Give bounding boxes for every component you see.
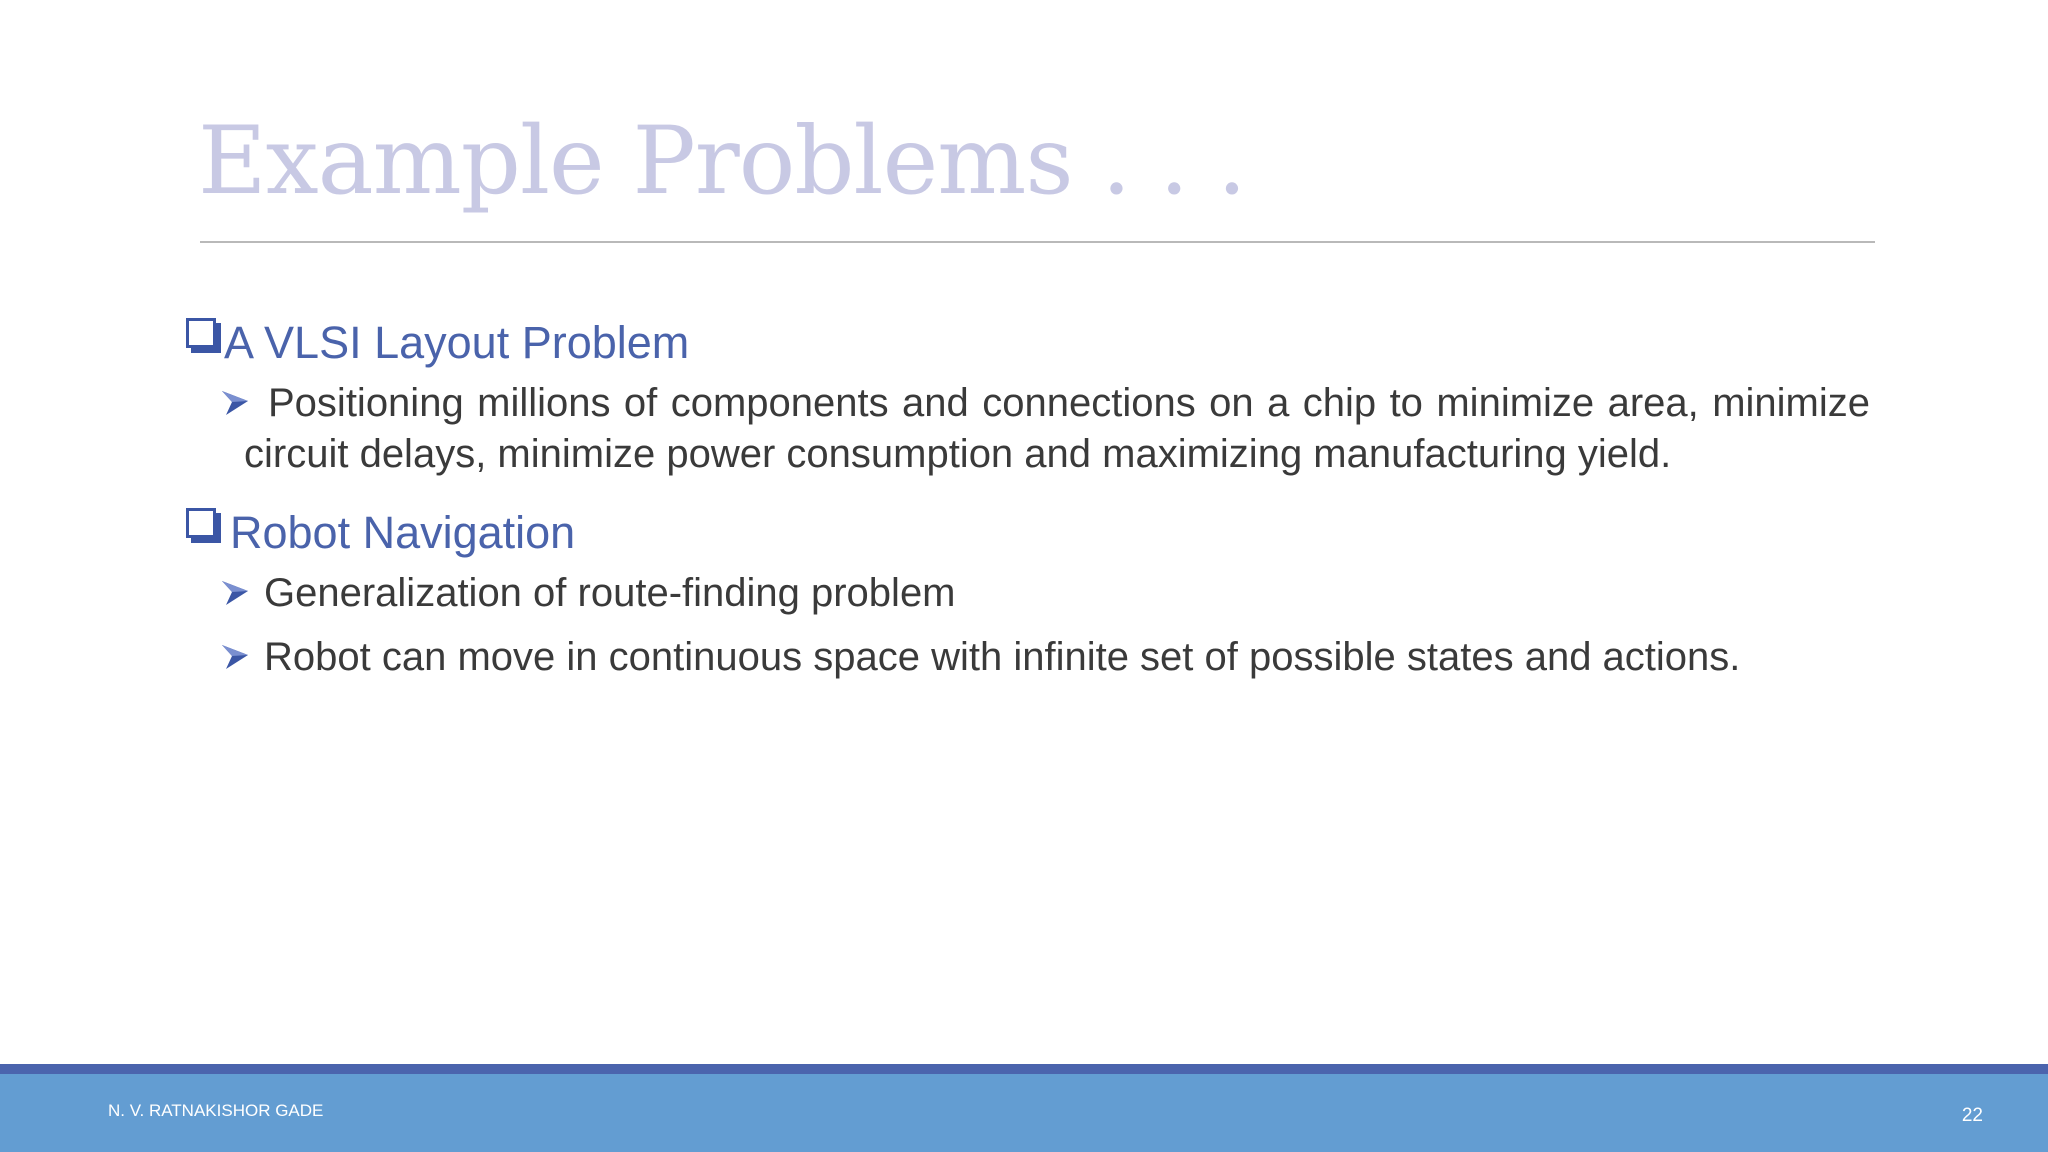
section-heading-text: A VLSI Layout Problem bbox=[224, 317, 690, 368]
arrow-bullet-icon bbox=[220, 577, 250, 607]
section-robot bbox=[186, 502, 1876, 683]
page-number: 22 bbox=[1961, 1105, 1983, 1126]
list-item-text: Robot can move in continuous space with infinite set of possible states and actions. bbox=[264, 635, 1741, 679]
bullet-list bbox=[186, 378, 1876, 480]
section-heading bbox=[186, 312, 1876, 374]
list-item bbox=[220, 378, 1870, 480]
title-divider bbox=[200, 241, 1875, 243]
slide-title: Example Problems . . . bbox=[198, 107, 1246, 216]
arrow-bullet-icon bbox=[220, 641, 250, 671]
bullet-list bbox=[186, 568, 1876, 683]
list-item-text: Generalization of route-finding problem bbox=[264, 571, 956, 615]
list-item bbox=[220, 632, 1876, 683]
footer-author: N. V. RATNAKISHOR GADE bbox=[108, 1101, 324, 1120]
square-bullet-icon bbox=[186, 508, 218, 540]
section-vlsi bbox=[186, 312, 1876, 480]
section-heading bbox=[186, 502, 1876, 564]
footer-stripe bbox=[0, 1064, 2048, 1074]
list-item bbox=[220, 568, 1876, 619]
section-heading-text: Robot Navigation bbox=[230, 507, 576, 558]
square-bullet-icon bbox=[186, 318, 218, 350]
slide-content bbox=[186, 312, 1876, 705]
arrow-bullet-icon bbox=[220, 387, 250, 417]
list-item-text: Positioning millions of components and connections on a chip to minimize area, minimize circuit delays, minimize power consumption and maximizing manufacturing yield. bbox=[244, 381, 1870, 476]
